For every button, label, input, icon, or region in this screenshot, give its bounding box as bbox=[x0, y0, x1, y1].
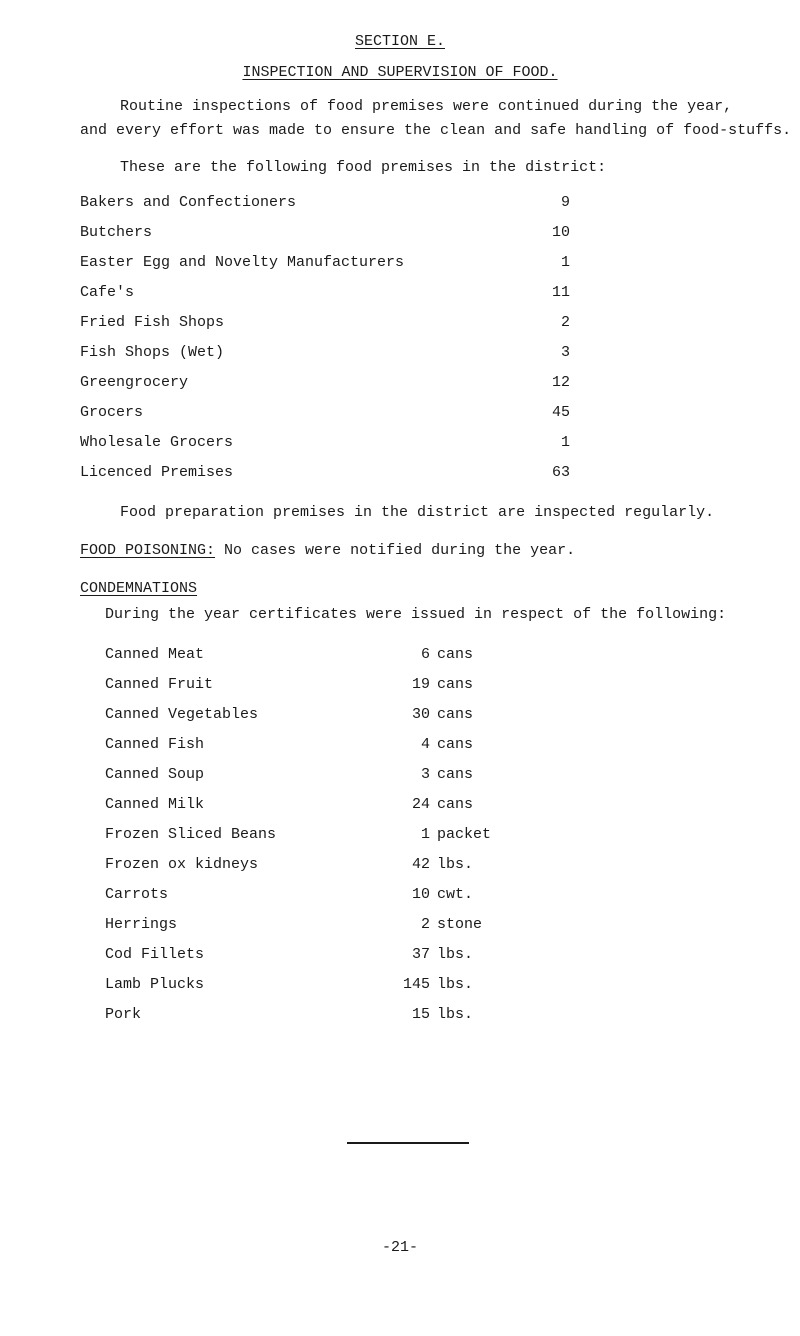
item-qty: 2 bbox=[420, 916, 430, 933]
premise-name: Grocers bbox=[80, 404, 144, 421]
item-unit: lbs. bbox=[437, 856, 474, 873]
list-item bbox=[0, 194, 800, 214]
table-row bbox=[0, 856, 800, 876]
item-qty: 30 bbox=[411, 706, 430, 723]
list-item bbox=[0, 434, 800, 454]
premise-name: Easter Egg and Novelty Manufacturers bbox=[80, 254, 405, 271]
item-qty: 4 bbox=[420, 736, 430, 753]
food-poisoning-label: FOOD POISONING: bbox=[80, 542, 216, 559]
food-poisoning-text: No cases were notified during the year. bbox=[224, 542, 576, 559]
table-row bbox=[0, 1006, 800, 1026]
table-row bbox=[0, 736, 800, 756]
list-item bbox=[0, 344, 800, 364]
premise-count: 12 bbox=[551, 374, 570, 391]
condemnations-heading: CONDEMNATIONS bbox=[80, 580, 198, 597]
item-name: Canned Milk bbox=[105, 796, 205, 813]
premise-count: 45 bbox=[551, 404, 570, 421]
item-qty: 1 bbox=[420, 826, 430, 843]
item-qty: 3 bbox=[420, 766, 430, 783]
premise-count: 3 bbox=[560, 344, 570, 361]
item-unit: packet bbox=[437, 826, 492, 843]
item-qty: 15 bbox=[411, 1006, 430, 1023]
item-qty: 37 bbox=[411, 946, 430, 963]
divider bbox=[347, 1142, 469, 1144]
item-unit: lbs. bbox=[437, 976, 474, 993]
item-unit: cans bbox=[437, 676, 474, 693]
food-prep-text: Food preparation premises in the district are inspected regularly. bbox=[120, 504, 715, 521]
table-row bbox=[0, 796, 800, 816]
table-row bbox=[0, 976, 800, 996]
item-qty: 10 bbox=[411, 886, 430, 903]
table-row bbox=[0, 916, 800, 936]
item-name: Carrots bbox=[105, 886, 169, 903]
item-unit: cans bbox=[437, 706, 474, 723]
premise-name: Licenced Premises bbox=[80, 464, 234, 481]
item-unit: cwt. bbox=[437, 886, 474, 903]
item-qty: 19 bbox=[411, 676, 430, 693]
list-item bbox=[0, 284, 800, 304]
item-unit: cans bbox=[437, 766, 474, 783]
item-unit: lbs. bbox=[437, 946, 474, 963]
table-row bbox=[0, 946, 800, 966]
food-poisoning-line bbox=[80, 542, 575, 559]
item-unit: cans bbox=[437, 796, 474, 813]
item-name: Frozen Sliced Beans bbox=[105, 826, 277, 843]
premise-count: 63 bbox=[551, 464, 570, 481]
premise-count: 10 bbox=[551, 224, 570, 241]
page-number: -21- bbox=[381, 1239, 418, 1256]
item-name: Pork bbox=[105, 1006, 142, 1023]
item-unit: stone bbox=[437, 916, 483, 933]
item-name: Lamb Plucks bbox=[105, 976, 205, 993]
table-row bbox=[0, 706, 800, 726]
premise-name: Bakers and Confectioners bbox=[80, 194, 297, 211]
item-name: Canned Fish bbox=[105, 736, 205, 753]
list-item bbox=[0, 464, 800, 484]
premise-count: 9 bbox=[560, 194, 570, 211]
premise-count: 1 bbox=[560, 254, 570, 271]
premise-count: 11 bbox=[551, 284, 570, 301]
item-qty: 145 bbox=[402, 976, 430, 993]
premise-name: Fried Fish Shops bbox=[80, 314, 225, 331]
premises-intro: These are the following food premises in the district: bbox=[120, 159, 607, 176]
table-row bbox=[0, 886, 800, 906]
condemnations-intro: During the year certificates were issued in respect of the following: bbox=[105, 606, 727, 623]
table-row bbox=[0, 646, 800, 666]
table-row bbox=[0, 766, 800, 786]
item-qty: 6 bbox=[420, 646, 430, 663]
table-row bbox=[0, 676, 800, 696]
intro-line-2: and every effort was made to ensure the clean and safe handling of food-stuffs. bbox=[80, 122, 792, 139]
item-name: Canned Fruit bbox=[105, 676, 214, 693]
list-item bbox=[0, 254, 800, 274]
item-name: Herrings bbox=[105, 916, 178, 933]
list-item bbox=[0, 404, 800, 424]
table-row bbox=[0, 826, 800, 846]
premise-name: Wholesale Grocers bbox=[80, 434, 234, 451]
list-item bbox=[0, 224, 800, 244]
premise-count: 1 bbox=[560, 434, 570, 451]
premise-name: Greengrocery bbox=[80, 374, 189, 391]
intro-line-1: Routine inspections of food premises were continued during the year, bbox=[120, 98, 733, 115]
item-name: Canned Meat bbox=[105, 646, 205, 663]
page-heading: INSPECTION AND SUPERVISION OF FOOD. bbox=[242, 64, 558, 81]
premise-name: Butchers bbox=[80, 224, 153, 241]
item-name: Canned Soup bbox=[105, 766, 205, 783]
item-name: Frozen ox kidneys bbox=[105, 856, 259, 873]
item-qty: 42 bbox=[411, 856, 430, 873]
item-unit: cans bbox=[437, 646, 474, 663]
list-item bbox=[0, 314, 800, 334]
premise-name: Cafe's bbox=[80, 284, 135, 301]
item-name: Canned Vegetables bbox=[105, 706, 259, 723]
premise-count: 2 bbox=[560, 314, 570, 331]
item-unit: lbs. bbox=[437, 1006, 474, 1023]
item-qty: 24 bbox=[411, 796, 430, 813]
item-unit: cans bbox=[437, 736, 474, 753]
premise-name: Fish Shops (Wet) bbox=[80, 344, 225, 361]
item-name: Cod Fillets bbox=[105, 946, 205, 963]
list-item bbox=[0, 374, 800, 394]
section-title: SECTION E. bbox=[354, 33, 445, 50]
